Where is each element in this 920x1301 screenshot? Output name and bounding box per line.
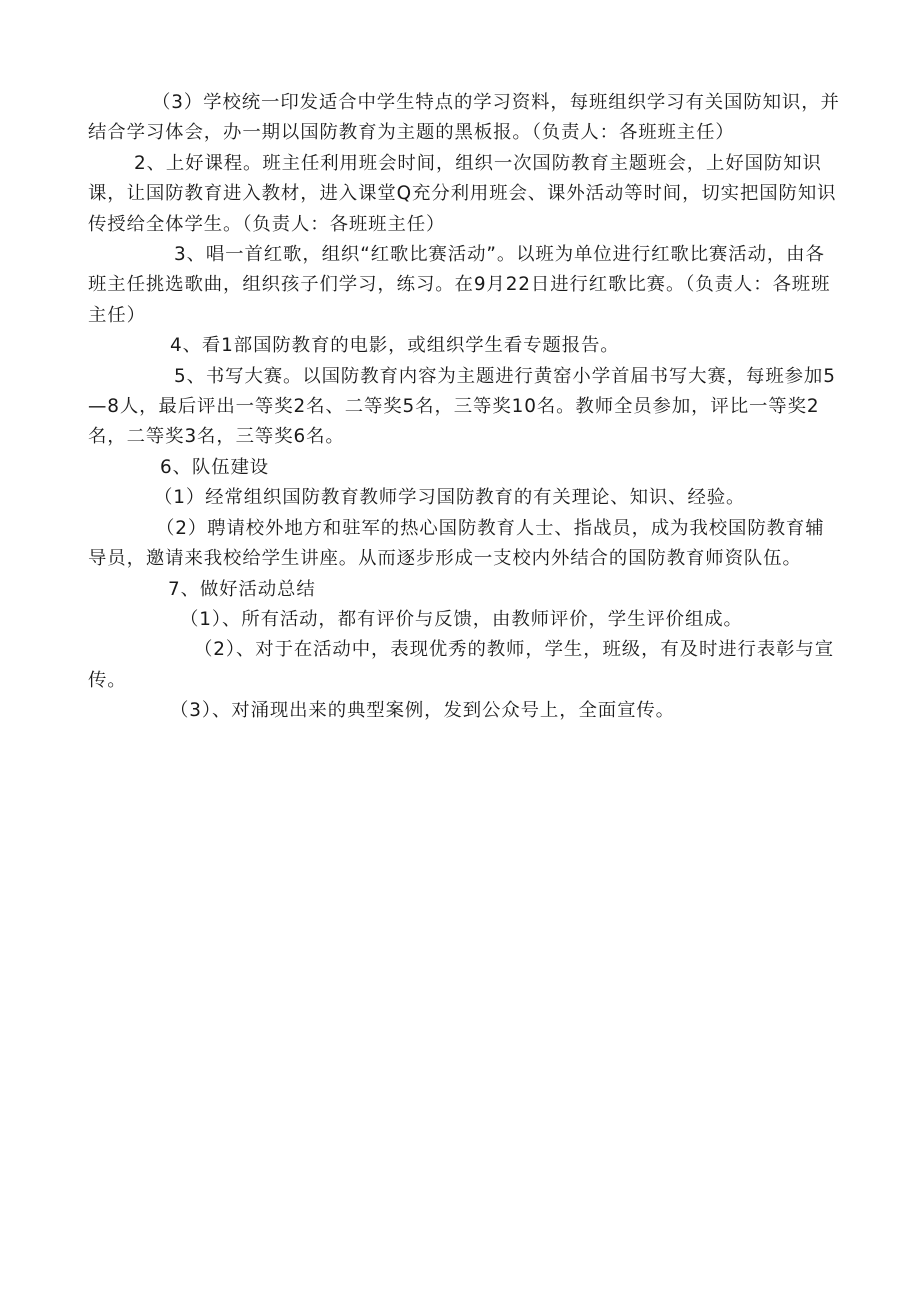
- paragraph-publicity: （3）、对涌现出来的典型案例，发到公众号上，全面宣传。: [170, 700, 675, 722]
- heading-team-building: 6、队伍建设: [160, 456, 270, 478]
- paragraph-commendation: （2）、对于在活动中，表现优秀的教师，学生，班级，有及时进行表彰与宣传。: [88, 639, 834, 691]
- paragraph-evaluation: （1）、所有活动，都有评价与反馈，由教师评价，学生评价组成。: [180, 608, 743, 630]
- paragraph-courses: 2、上好课程。班主任利用班会时间，组织一次国防教育主题班会，上好国防知识课，让国防教育进入教材，进入课堂Q充分利用班会、课外活动等时间，切实把国防知识传授给全体学生。（负责人：各班班主任）: [88, 152, 837, 235]
- paragraph-study-materials: （3）学校统一印发适合中学生特点的学习资料，每班组织学习有关国防知识，并结合学习体会，办一期以国防教育为主题的黑板报。（负责人：各班班主任）: [88, 92, 840, 144]
- paragraph-hire-instructors: （2）聘请校外地方和驻军的热心国防教育人士、指战员，成为我校国防教育辅导员，邀请来我校给学生讲座。从而逐步形成一支校内外结合的国防教育师资队伍。: [88, 517, 825, 570]
- paragraph-red-song: 3、唱一首红歌，组织“红歌比赛活动”。以班为单位进行红歌比赛活动，由各班主任挑选歌曲，组织孩子们学习，练习。在9月22日进行红歌比赛。（负责人：各班班主任）: [88, 244, 831, 326]
- heading-activity-summary: 7、做好活动总结: [168, 578, 316, 600]
- paragraph-teacher-study: （1）经常组织国防教育教师学习国防教育的有关理论、知识、经验。: [154, 487, 746, 509]
- paragraph-writing-contest: 5、书写大赛。以国防教育内容为主题进行黄窑小学首届书写大赛，每班参加5—8人，最后评出一等奖2名、二等奖5名，三等奖10名。教师全员参加，评比一等奖2名，二等奖3名，三等奖6名。: [88, 365, 836, 448]
- paragraph-movie: 4、看1部国防教育的电影，或组织学生看专题报告。: [170, 335, 620, 357]
- document-body: [88, 88, 840, 727]
